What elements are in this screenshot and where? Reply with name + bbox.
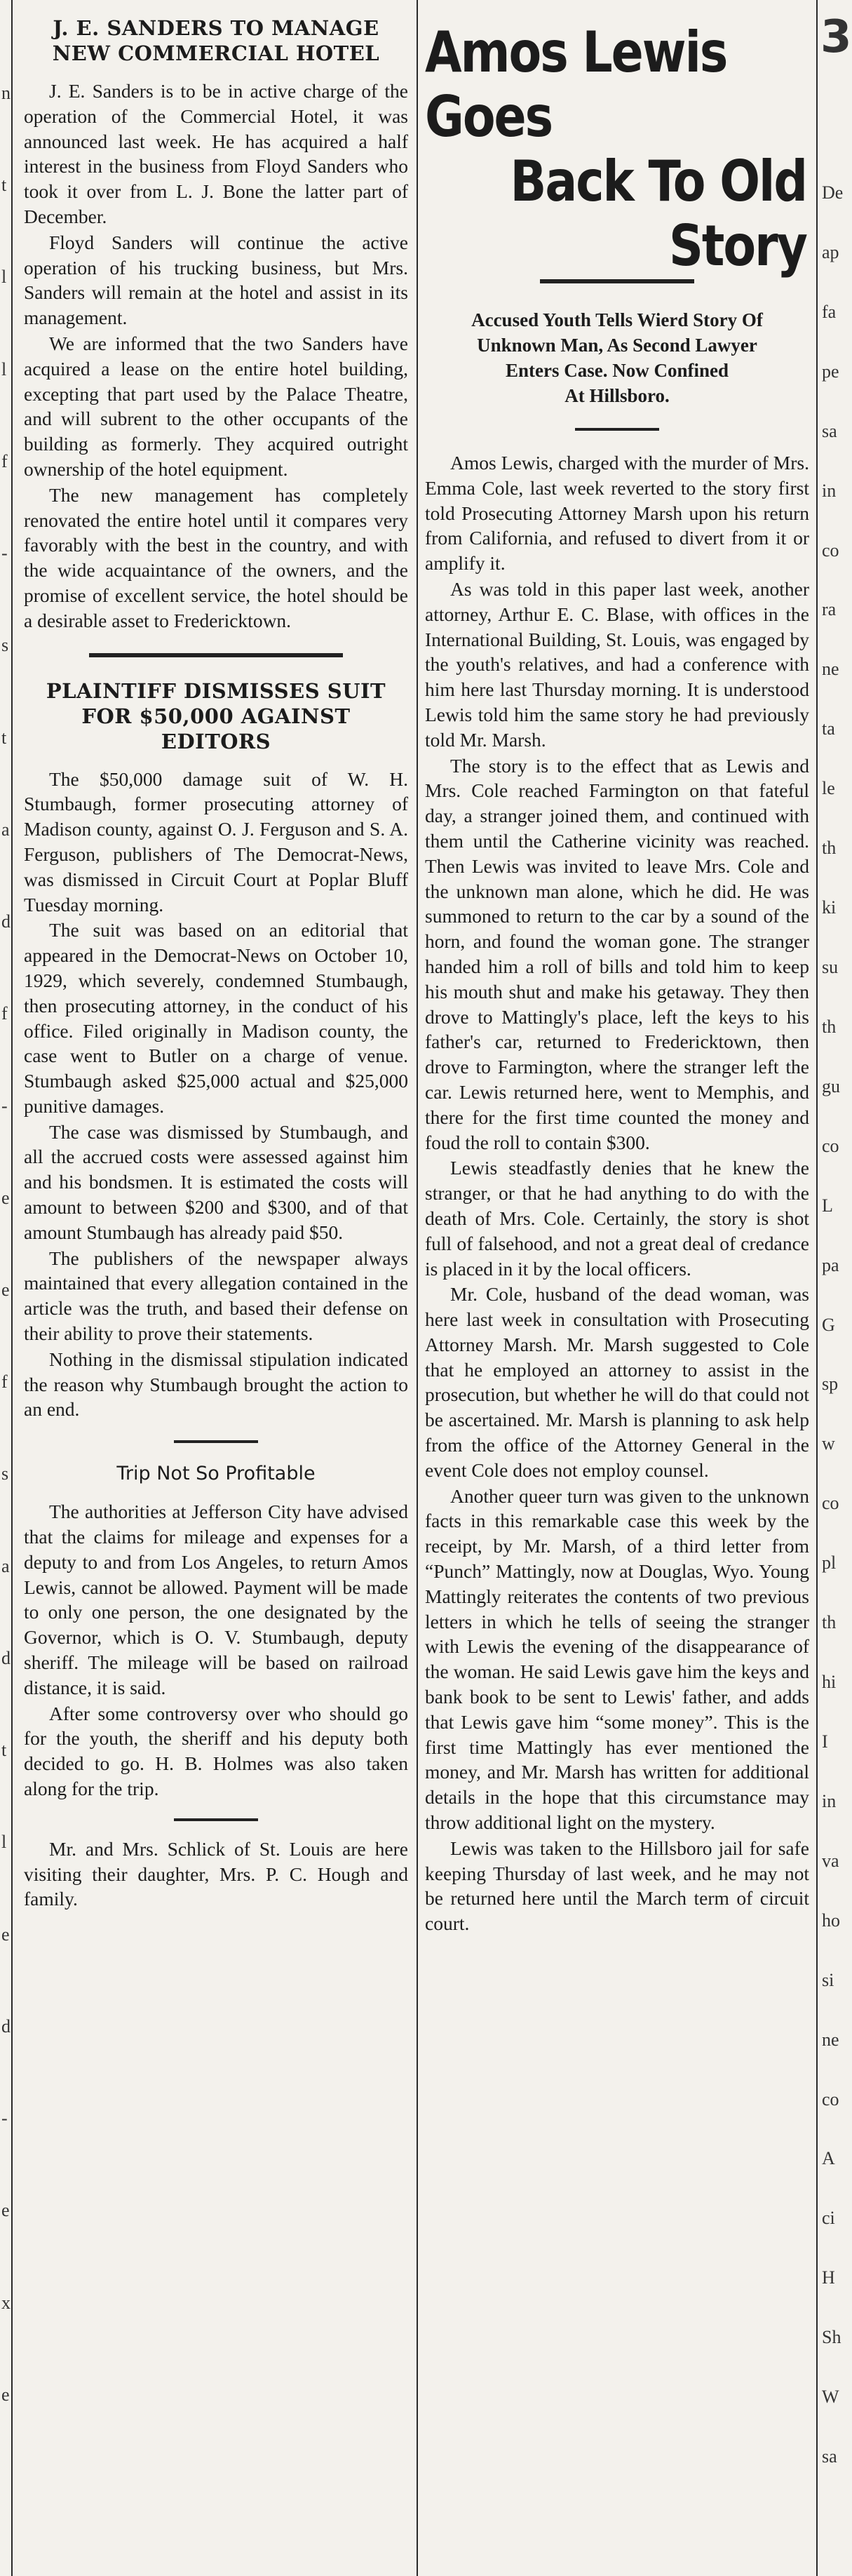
edge-fragment: d [1, 911, 11, 932]
headline-sanders-hotel [24, 15, 408, 66]
paragraph: Floyd Sanders will continue the active operation of his trucking business, but Mrs. Sanders will remain at the hotel and assist in its management. [24, 231, 408, 329]
deck-line: Unknown Man, As Second Lawyer [477, 335, 757, 356]
paragraph: The $50,000 damage suit of W. H. Stumbaugh, former prosecuting attorney of Madison county, against O. J. Ferguson and S. A. Ferguson, publishers of The Democrat-News, was dismissed in Circuit Court at Poplar Bluff Tuesday morning. [24, 767, 408, 915]
edge-fragment: w [822, 1433, 835, 1454]
edge-fragment: e [1, 1924, 10, 1945]
section-divider [174, 1818, 259, 1821]
column-2 [425, 21, 809, 1936]
edge-fragment: - [1, 1095, 8, 1116]
edge-fragment: su [822, 957, 839, 977]
section-divider [540, 279, 694, 283]
edge-fragment: sp [822, 1374, 839, 1395]
edge-fragment: in [822, 1790, 837, 1811]
edge-fragment: a [1, 1555, 10, 1576]
deck-line: Enters Case. Now Confined [505, 360, 729, 381]
edge-fragment: f [1, 450, 8, 471]
edge-fragment: s [1, 1463, 9, 1484]
edge-fragment: ap [822, 241, 839, 262]
edge-fragment: - [1, 543, 8, 564]
edge-fragment: sa [822, 2446, 837, 2467]
edge-fragment: e [1, 1187, 10, 1208]
paragraph: Nothing in the dismissal stipulation indicated the reason why Stumbaugh brought the action to an end. [24, 1348, 408, 1421]
paragraph: Mr. Cole, husband of the dead woman, was here last week in consultation with Prosecuting Attorney Marsh. Mr. Marsh suggested to Cole that he employed an attorney to assist in the prosecution, but whether he will do that could not be ascertained. Mr. Marsh is planning to ask help from the office of the Attorney General in the event Cole does not employ counsel. [425, 1283, 809, 1481]
edge-fragment: th [822, 1612, 837, 1633]
edge-fragment: in [822, 480, 837, 501]
headline-line: NEW COMMERCIAL HOTEL [52, 41, 380, 65]
section-divider [575, 428, 660, 431]
deck-line: Accused Youth Tells Wierd Story Of [471, 309, 763, 330]
edge-fragment: - [1, 2108, 8, 2129]
paragraph: After some controversy over who should go for the youth, the sheriff and his deputy both decided to go. H. B. Holmes was also taken along for the trip. [24, 1702, 408, 1800]
edge-fragment: l [1, 267, 7, 288]
edge-fragment: x [1, 2292, 11, 2313]
section-divider [174, 1440, 259, 1443]
edge-fragment: e [1, 2200, 10, 2221]
paragraph: Lewis steadfastly denies that he knew the stranger, or that he had anything to do with the death of Mrs. Cole. Certainly, the story is shot full of falsehood, and not a great deal of credance is placed in it by the local officers. [425, 1157, 809, 1280]
edge-fragment: d [1, 2015, 11, 2037]
edge-fragment: f [1, 1371, 8, 1393]
edge-fragment: va [822, 1850, 839, 1871]
edge-fragment: H [822, 2267, 835, 2288]
edge-fragment: ta [822, 718, 835, 739]
edge-fragment: I [822, 1731, 828, 1752]
edge-fragment: Sh [822, 2327, 841, 2348]
edge-fragment: e [1, 1280, 10, 1300]
edge-fragment: co [822, 1493, 839, 1514]
article-schlick-visit [24, 1837, 408, 1912]
headline-trip: Trip Not So Profitable [116, 1463, 316, 1485]
paragraph: Another queer turn was given to the unknown facts in this remarkable case this week by the receipt, by Mr. Marsh, of a third letter from “Punch” Mattingly, now at Douglas, Wyo. Young Mattingly reiterates the contents of two previous letters in which he tells of seeing the stranger with Lewis the evening of the disappearance of the woman. He said Lewis gave him the keys and bank book to be sent to Lewis' father, and adds that Lewis gave him “some money”. This is the first time Mattingly has ever mentioned the money, and Mr. Marsh has written for additional details in the hope that this circumstance may throw additional light on the mystery. [425, 1484, 809, 1834]
edge-fragment: co [822, 539, 839, 561]
edge-fragment: ho [822, 1910, 840, 1931]
column-1 [24, 15, 408, 1912]
edge-fragment: W [822, 2387, 839, 2408]
column-rule-middle [417, 0, 418, 2576]
paragraph: The story is to the effect that as Lewis and Mrs. Cole reached Farmington on that fateful day, a stranger joined them, and continued with them until the Catherine vicinity was reached. Then Lewis was invited to leave Mrs. Cole and the unknown man alone, which he did. He was summoned to return to the car by a sound of the horn, and found the woman gone. The stranger handed him a roll of bills and told him to keep his mouth shut and make his getaway. They then drove to Mattingly's place, left the keys to his father's car, returned to Fredericktown, then drove to Farmington, where the stranger left the car. Lewis returned here, went to Memphis, and there for the first time counted the money and foud the roll to contain $300. [425, 754, 809, 1153]
paragraph: Amos Lewis, charged with the murder of Mrs. Emma Cole, last week reverted to the story first told Prosecuting Attorney Marsh upon his return from California, and refused to divert from it or amplify it. [425, 452, 809, 575]
deck-line: At Hillsboro. [564, 385, 670, 406]
paragraph: Lewis was taken to the Hillsboro jail for safe keeping Thursday of last week, and he may not be returned here until the March term of circuit court. [425, 1837, 809, 1935]
edge-fragment: co [822, 2088, 839, 2109]
edge-fragment: hi [822, 1672, 837, 1693]
headline-line: Amos Lewis Goes [425, 20, 727, 151]
edge-fragment: f [1, 1003, 8, 1024]
paragraph: Mr. and Mrs. Schlick of St. Louis are here visiting their daughter, Mrs. P. C. Hough and family. [24, 1837, 408, 1910]
edge-fragment: pe [822, 361, 839, 382]
paragraph: The new management has completely renovated the entire hotel until it compares very favorably with the best in the country, and with the wide acquaintance of the owners, and the promise of excellent service, the hotel should be a desirable asset to Fredericktown. [24, 483, 408, 631]
paragraph: The suit was based on an editorial that appeared in the Democrat-News on October 10, 1929, which severely, condemned Stumbaugh, then prosecuting attorney, in the conduct of his office. Filed originally in Madison county, the case went to Butler on a charge of venue. Stumbaugh asked $25,000 actual and $25,000 punitive damages. [24, 919, 408, 1117]
edge-fragment: n [1, 83, 11, 103]
edge-fragment: ki [822, 897, 837, 918]
edge-fragment: ne [822, 2029, 839, 2050]
edge-fragment: A [822, 2148, 835, 2169]
edge-fragment: pa [822, 1254, 839, 1275]
deck-amos-lewis [425, 307, 809, 408]
edge-fragment: G [822, 1314, 835, 1335]
paragraph: The authorities at Jefferson City have advised that the claims for mileage and expenses for a deputy to and from Los Angeles, to return Amos Lewis, cannot be allowed. Payment will be made to only one person, the one designated by the Governor, which is O. V. Stumbaugh, deputy sheriff. The mileage will be based on railroad distance, it is said. [24, 1501, 408, 1698]
headline-plaintiff-dismisses [24, 678, 408, 754]
edge-fragment: le [822, 778, 835, 799]
edge-fragment: 3 [820, 11, 852, 63]
edge-fragment: t [1, 175, 7, 196]
edge-fragment: d [1, 1647, 11, 1668]
headline-line: J. E. SANDERS TO MANAGE [53, 16, 379, 40]
edge-fragment: fa [822, 301, 837, 322]
column-rule-right [816, 0, 818, 2576]
column-rule-left [11, 0, 13, 2576]
edge-fragment: pl [822, 1552, 837, 1574]
edge-fragment: L [822, 1195, 833, 1216]
edge-fragment: a [1, 819, 10, 840]
paragraph: The publishers of the newspaper always maintained that every allegation contained in the article was the truth, and based their defense on their ability to prove their statements. [24, 1247, 408, 1345]
edge-fragment: th [822, 838, 837, 859]
edge-fragment: ci [822, 2208, 835, 2229]
article-plaintiff-dismisses [24, 678, 408, 1423]
edge-fragment: si [822, 1969, 834, 1990]
paragraph: As was told in this paper last week, another attorney, Arthur E. C. Blase, with offices in the International Building, St. Louis, was engaged by the youth's relatives, and had a conference with him here last Thursday morning. It is understood Lewis told him the same story he had previously told Mr. Marsh. [425, 577, 809, 751]
headline-line: Back To Old Story [510, 149, 806, 280]
edge-fragment: ra [822, 599, 837, 620]
article-trip-not-profitable [24, 1461, 408, 1802]
right-edge-fragments [819, 0, 852, 2576]
edge-fragment: sa [822, 420, 837, 441]
headline-amos-lewis [425, 21, 809, 279]
edge-fragment: ne [822, 659, 839, 680]
edge-fragment: gu [822, 1075, 840, 1096]
article-sanders-hotel [24, 15, 408, 633]
paragraph: J. E. Sanders is to be in active charge of the operation of the Commercial Hotel, it was announced last week. He has acquired a half interest in the business from Floyd Sanders who took it over from L. J. Bone the latter part of December. [24, 80, 408, 227]
edge-fragment: th [822, 1016, 837, 1037]
edge-fragment: co [822, 1135, 839, 1156]
headline-line: PLAINTIFF DISMISSES SUIT [46, 678, 386, 703]
headline-line: FOR $50,000 AGAINST EDITORS [81, 704, 351, 753]
edge-fragment: e [1, 2384, 10, 2405]
edge-fragment: l [1, 358, 7, 380]
edge-fragment: t [1, 727, 7, 748]
edge-fragment: t [1, 1740, 7, 1761]
paragraph: We are informed that the two Sanders have acquired a lease on the entire hotel building, excepting that part used by the Palace Theatre, and will subrent to the other occupants of the building as formerly. They acquired outright ownership of the hotel equipment. [24, 332, 408, 480]
edge-fragment: l [1, 1832, 7, 1853]
edge-fragment: De [822, 182, 844, 203]
edge-fragment: s [1, 635, 9, 656]
paragraph: The case was dismissed by Stumbaugh, and all the accrued costs were assessed against him and his bondsmen. It is estimated the costs will amount to between $200 and $300, and of that amount Stumbaugh has already paid $50. [24, 1120, 408, 1243]
section-divider [89, 653, 343, 657]
